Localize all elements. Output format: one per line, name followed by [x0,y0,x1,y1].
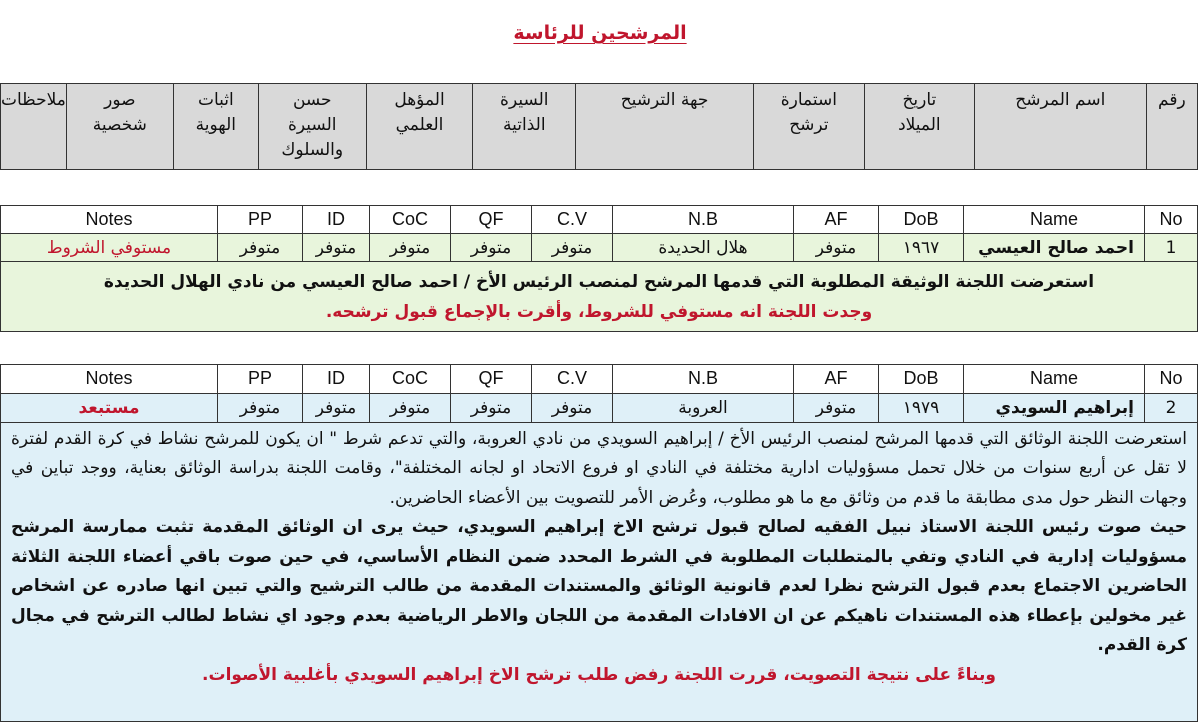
candidate-row [1,393,1198,422]
header-nb: جهة الترشيح [576,84,754,170]
status-badge: مستوفي الشروط [1,234,218,262]
header-en-pp: PP [218,365,303,394]
header-en-coc: CoC [370,206,451,234]
candidate-pp: متوفر [218,393,303,422]
candidate-id: متوفر [303,393,370,422]
candidate-nb: هلال الحديدة [613,234,794,262]
header-en-cv: C.V [532,365,613,394]
decision-paragraph-2: حيث صوت رئيس اللجنة الاستاذ نبيل الفقيه لصالح قبول ترشح الاخ إبراهيم السويدي، حيث يرى ان الوثائق المقدمة تثبت ممارسة المرشح مسؤوليات إدارية في النادي وتفي بالمتطلبات المطلوبة في الشرط المحدد ضمن النظام الأساسي، في حين صوت باقي أعضاء اللجنة الثلاثة الحاضرين الاجتماع بعدم قبول الترشح نظرا لعدم قانونية الوثائق والمستندات المقدمة من طالب الترشيح والتي تبين انها صادره عن اشخاص غير مخولين بإعطاء هذه المستندات ناهيكم عن ان الافادات المقدمة من اللجان والاطر الرياضية بعدم وجود اي نشاط لطالب الترشح في مجال كرة القدم. [11,517,1187,656]
header-dob: تاريخ الميلاد [864,84,974,170]
header-en-name: Name [964,206,1145,234]
candidate-qf: متوفر [451,393,532,422]
candidate-no: 1 [1145,234,1198,262]
header-no: رقم [1146,84,1197,170]
decision-paragraph-3: وبناءً على نتيجة التصويت، قررت اللجنة رفض طلب ترشح الاخ إبراهيم السويدي بأغلبية الأصوات. [202,664,996,685]
header-pp: صور شخصية [66,84,173,170]
header-en-af: AF [794,206,879,234]
decision-row [1,262,1198,332]
header-en-cv: C.V [532,206,613,234]
header-en-no: No [1145,206,1198,234]
header-en-pp: PP [218,206,303,234]
candidate-cv: متوفر [532,234,613,262]
english-header-row [1,206,1198,234]
decision-row [1,422,1198,721]
candidate-coc: متوفر [370,393,451,422]
candidate-name: احمد صالح العيسي [964,234,1145,262]
header-en-notes: Notes [1,365,218,394]
header-qf: المؤهل العلمي [366,84,473,170]
header-name: اسم المرشح [974,84,1146,170]
candidate-id: متوفر [303,234,370,262]
header-en-no: No [1145,365,1198,394]
candidate-dob: ١٩٧٩ [879,393,964,422]
candidate-no: 2 [1145,393,1198,422]
status-badge: مستبعد [1,393,218,422]
header-en-id: ID [303,365,370,394]
header-en-dob: DoB [879,365,964,394]
decision-text [1,262,1198,332]
decision-paragraph-1: استعرضت اللجنة الوثائق التي قدمها المرشح لمنصب الرئيس الأخ / إبراهيم السويدي من نادي العروبة، والتي تدعم شرط " ان يكون للمرشح نشاط في كرة القدم لفترة لا تقل عن أربع سنوات من خلال تحمل مسؤوليات ادارية مختلفة في النادي او فروع الاتحاد او لجانه المختلفة"، وقامت اللجنة بدراسة الوثائق بعناية، ووجد تباين في وجهات النظر حول مدى مطابقة ما قدم من وثائق مع ما هو مطلوب، وعُرض الأمر للتصويت بين الأعضاء الحاضرين. [11,428,1187,508]
candidate-name: إبراهيم السويدي [964,393,1145,422]
candidate-2-table [0,364,1198,722]
decision-line-1: استعرضت اللجنة الوثيقة المطلوبة التي قدمها المرشح لمنصب الرئيس الأخ / احمد صالح العيسي من نادي الهلال الحديدة [103,271,1095,292]
header-en-coc: CoC [370,365,451,394]
header-en-qf: QF [451,365,532,394]
header-notes: ملاحظات [1,84,67,170]
arabic-header-table [0,83,1198,170]
header-en-qf: QF [451,206,532,234]
candidate-nb: العروبة [613,393,794,422]
page-title: المرشحين للرئاسة [513,22,687,44]
header-af: استمارة ترشح [753,84,864,170]
header-id: اثبات الهوية [173,84,258,170]
header-en-name: Name [964,365,1145,394]
header-en-af: AF [794,365,879,394]
candidate-dob: ١٩٦٧ [879,234,964,262]
header-en-notes: Notes [1,206,218,234]
candidate-coc: متوفر [370,234,451,262]
header-cv: السيرة الذاتية [473,84,576,170]
candidate-af: متوفر [794,234,879,262]
candidate-cv: متوفر [532,393,613,422]
candidate-1-table [0,205,1198,332]
header-en-id: ID [303,206,370,234]
candidate-pp: متوفر [218,234,303,262]
header-en-dob: DoB [879,206,964,234]
candidate-qf: متوفر [451,234,532,262]
candidate-af: متوفر [794,393,879,422]
english-header-row [1,365,1198,394]
header-coc: حسن السيرة والسلوك [258,84,366,170]
decision-text [1,422,1198,721]
decision-line-2: وجدت اللجنة انه مستوفي للشروط، وأقرت بالإجماع قبول ترشحه. [325,301,873,322]
header-en-nb: N.B [613,206,794,234]
candidate-row [1,234,1198,262]
header-en-nb: N.B [613,365,794,394]
